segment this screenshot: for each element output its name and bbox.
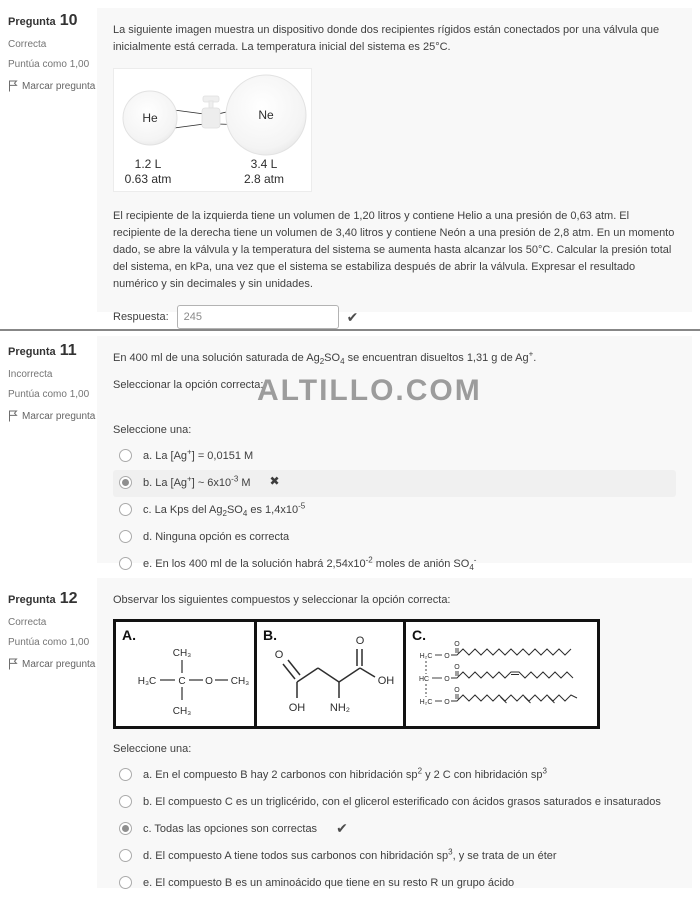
radio-option-d[interactable] <box>119 530 132 543</box>
option-d-label[interactable]: d. El compuesto A tiene todos sus carbonos con hibridación $sp^3$, y se trata de un éter <box>143 847 557 863</box>
compounds-figure <box>113 619 600 729</box>
flag-icon <box>8 410 18 422</box>
question10-text: La siguiente imagen muestra un dispositivo donde dos recipientes rígidos están conectados por una válvula que inicialmente está cerrada. La temperatura inicial del sistema es 25°C. <box>113 24 660 54</box>
carbonyl-o1-label: O <box>454 641 460 649</box>
left-pressure-label: 0.63 atm <box>124 172 172 187</box>
carbonyl-o-right-label: O <box>355 635 365 648</box>
option-a[interactable] <box>113 762 676 789</box>
choose-label: Seleccione una: <box>113 424 192 437</box>
neon-label: Ne <box>258 108 274 123</box>
question12-info <box>8 590 96 670</box>
right-pressure-label: 2.8 atm <box>243 172 285 187</box>
question-state: Correcta <box>8 39 47 50</box>
radio-option-e[interactable] <box>119 557 132 570</box>
option-e-label[interactable]: e. El compuesto B es un aminoácido que tiene en su resto R un grupo ácido <box>143 877 515 890</box>
question11-info <box>8 342 96 422</box>
radio-option-b[interactable] <box>119 476 132 489</box>
select-prompt: Seleccionar la opción correcta: <box>113 379 264 392</box>
incorrect-cross-icon: ✖ <box>269 474 280 489</box>
option-c[interactable] <box>113 497 676 524</box>
carbonyl-o2-label: O <box>454 664 460 672</box>
flag-label: Marcar pregunta <box>22 410 96 422</box>
glycerol-c2-label: HC <box>418 676 430 684</box>
question-label: Pregunta <box>8 594 56 606</box>
question-number: 11 <box>59 342 77 359</box>
answer-input[interactable] <box>177 305 339 329</box>
flag-icon <box>8 80 18 92</box>
radio-option-c[interactable] <box>119 503 132 516</box>
compound-c-structure <box>406 622 591 726</box>
ester-o1-label: O <box>444 653 450 661</box>
question12-text: Observar los siguientes compuestos y seleccionar la opción correcta: <box>113 594 451 606</box>
option-b-label[interactable]: b. La [Ag+] ~ $6x10^{-3}$ M <box>143 474 251 490</box>
helium-label: He <box>142 111 158 126</box>
question-number: 12 <box>59 590 78 607</box>
radio-option-a[interactable] <box>119 449 132 462</box>
hydroxyl-right-label: OH <box>377 675 395 688</box>
glycerol-c3-label: H₂C <box>419 699 433 707</box>
question10-info <box>8 12 96 92</box>
answer-label: Respuesta: <box>113 310 169 323</box>
option-c-label[interactable]: c. Todas las opciones son correctas <box>143 823 318 836</box>
option-c-label[interactable]: c. La Kps del $Ag_2SO_4$ es $1,4x10^{-5}$ <box>143 501 306 519</box>
option-e[interactable] <box>113 551 676 578</box>
option-b[interactable] <box>113 470 676 497</box>
choose-label: Seleccione una: <box>113 743 192 756</box>
radio-option-e[interactable] <box>119 876 132 889</box>
option-a-label[interactable]: a. En el compuesto B hay 2 carbonos con hibridación $sp^2$ y 2 C con hibridación $sp^3$ <box>143 766 547 782</box>
radio-option-d[interactable] <box>119 849 132 862</box>
radio-option-a[interactable] <box>119 768 132 781</box>
compound-a-structure <box>116 622 254 726</box>
flag-question-button[interactable] <box>8 658 96 670</box>
compound-c-label: C. <box>412 627 426 644</box>
option-d-label[interactable]: d. Ninguna opción es correcta <box>143 531 290 544</box>
question-grade: Puntúa como 1,00 <box>8 637 90 648</box>
question12-title <box>8 590 96 608</box>
compound-b-panel <box>257 622 406 726</box>
flag-icon <box>8 658 18 670</box>
question10-text2: El recipiente de la izquierda tiene un volumen de 1,20 litros y contiene Helio a una presión de 0,63 atm. El recipiente de la derecha tiene un volumen de 3,40 litros y contiene Neón a una presión de 2,8 atm. En un momento dado, se abre la válvula y la temperatura del sistema se aumenta hasta alcanzar los 50°C. Calcular la presión total del sistema, en kPa, una vez que el sistema se estabiliza después de abrir la válvula. Expresar el resultado numérico y sin decimales y sin unidades. <box>113 210 675 291</box>
section-divider <box>0 329 700 331</box>
question11-title <box>8 342 96 360</box>
altillo-watermark: ALTILLO.COM <box>257 374 482 407</box>
methyl-top-label: CH₃ <box>172 648 192 660</box>
question-label: Pregunta <box>8 16 56 28</box>
flag-question-button[interactable] <box>8 410 96 422</box>
option-e-label[interactable]: e. En los 400 ml de la solución habrá $2,54x10^{-2}$ moles de anión $SO_4^-$ <box>143 555 477 573</box>
carbonyl-o-left-label: O <box>274 649 284 662</box>
hydroxyl-left-label: OH <box>288 702 306 715</box>
ether-oxygen-label: O <box>205 676 213 688</box>
option-a-label[interactable]: a. La [Ag+] = 0,0151 M <box>143 447 254 463</box>
methyl-left-label: H₃C <box>137 676 157 688</box>
glycerol-c1-label: H₂C <box>419 653 433 661</box>
option-c[interactable] <box>113 816 676 843</box>
question-grade: Puntúa como 1,00 <box>8 389 90 400</box>
gas-vessels-diagram <box>113 68 312 192</box>
option-b-label[interactable]: b. El compuesto C es un triglicérido, con el glicerol esterificado con ácidos grasos saturados e insaturados <box>143 796 661 809</box>
question11-text: En 400 ml de una solución saturada de $Ag_2SO_4$ se encuentran disueltos 1,31 g de Ag+. <box>113 349 537 367</box>
question10-title <box>8 12 96 30</box>
question-state: Incorrecta <box>8 369 53 380</box>
question11-content <box>97 336 692 573</box>
carbonyl-o3-label: O <box>454 687 460 695</box>
right-volume-label: 3.4 L <box>250 157 278 172</box>
methyl-bottom-label: CH₃ <box>172 706 192 718</box>
question-state: Correcta <box>8 617 47 628</box>
question-number: 10 <box>59 12 78 29</box>
flag-question-button[interactable] <box>8 80 96 92</box>
ester-o3-label: O <box>444 699 450 707</box>
option-b[interactable] <box>113 789 676 816</box>
compound-c-panel <box>406 622 591 726</box>
question10-content <box>97 8 692 326</box>
central-carbon-label: C <box>178 676 186 688</box>
correct-check-icon: ✔ <box>336 820 348 837</box>
compound-b-label: B. <box>263 627 277 644</box>
question-grade: Puntúa como 1,00 <box>8 59 90 70</box>
compound-a-label: A. <box>122 627 136 644</box>
flag-label: Marcar pregunta <box>22 80 96 92</box>
correct-check-icon: ✔ <box>346 309 359 326</box>
methyl-right-label: CH₃ <box>230 676 250 688</box>
left-volume-label: 1.2 L <box>134 157 162 172</box>
valve-body <box>202 108 220 128</box>
compound-a-panel <box>116 622 257 726</box>
option-d[interactable] <box>113 843 676 870</box>
option-d[interactable] <box>113 524 676 551</box>
flag-label: Marcar pregunta <box>22 658 96 670</box>
radio-option-c[interactable] <box>119 822 132 835</box>
question-label: Pregunta <box>8 346 56 358</box>
question12-content <box>97 578 692 888</box>
amino-group-label: NH₂ <box>329 702 351 715</box>
compound-b-structure <box>257 622 403 726</box>
ester-o2-label: O <box>444 676 450 684</box>
radio-option-b[interactable] <box>119 795 132 808</box>
answer-row <box>113 305 676 329</box>
option-a[interactable] <box>113 443 676 470</box>
